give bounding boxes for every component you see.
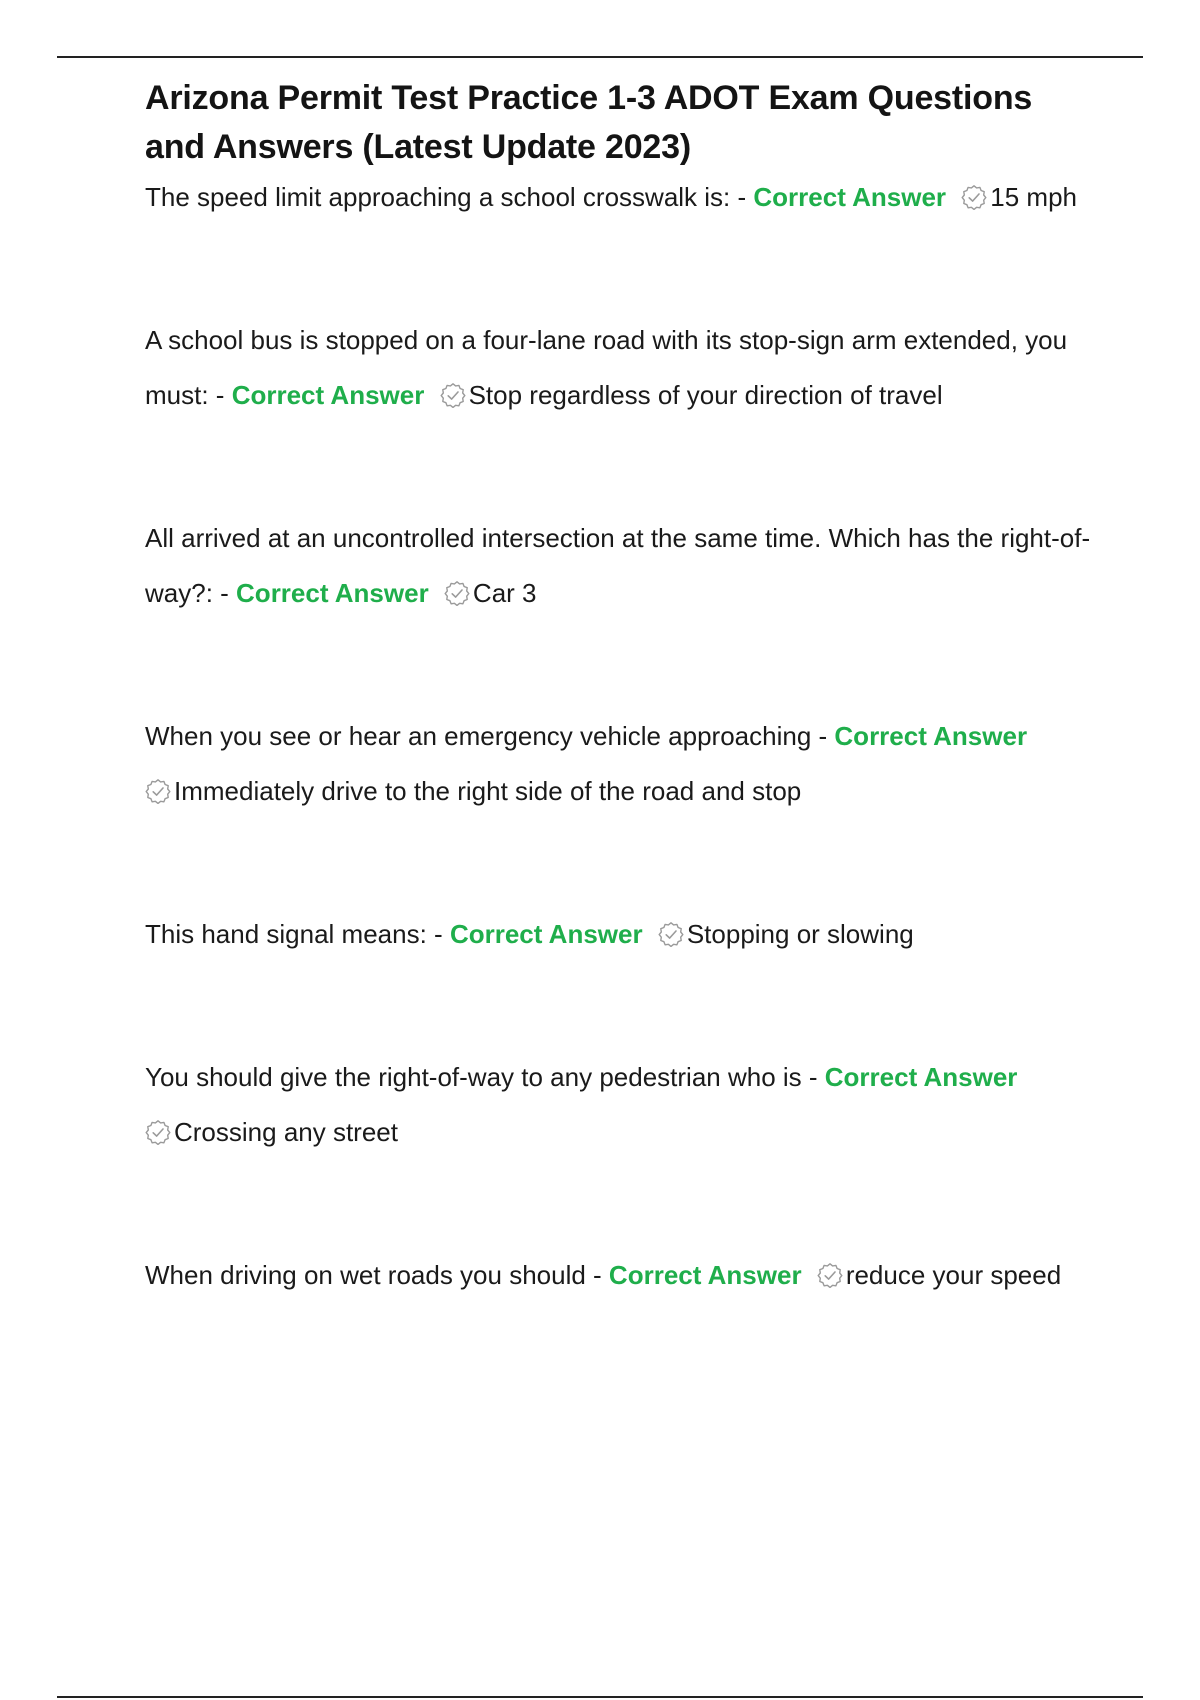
qa-item	[145, 511, 1095, 621]
correct-answer-label: Correct Answer	[236, 578, 429, 608]
qa-item	[145, 907, 1095, 962]
check-badge-icon	[658, 921, 684, 947]
check-badge-icon	[440, 382, 466, 408]
correct-answer-label: Correct Answer	[231, 380, 425, 410]
answer-text: 15 mph	[990, 182, 1078, 212]
answer-text: Stop regardless of your direction of travel	[468, 380, 943, 410]
question-text: When you see or hear an emergency vehicle approaching	[145, 721, 812, 751]
document-title: Arizona Permit Test Practice 1-3 ADOT Exam Questions and Answers (Latest Update 2023)	[145, 79, 1033, 166]
check-badge-icon	[444, 580, 470, 606]
question-text: You should give the right-of-way to any pedestrian who is	[145, 1062, 802, 1092]
separator: -	[208, 380, 232, 410]
answer-text: reduce your speed	[845, 1260, 1062, 1290]
qa-item	[145, 1050, 1095, 1160]
correct-answer-label: Correct Answer	[824, 1062, 1018, 1092]
check-badge-icon	[817, 1262, 843, 1288]
question-text: The speed limit approaching a school crosswalk is:	[145, 182, 731, 212]
check-badge-icon	[145, 778, 171, 804]
question-text: This hand signal means:	[145, 919, 427, 949]
bottom-rule	[57, 1696, 1143, 1698]
question-text: When driving on wet roads you should	[145, 1260, 586, 1290]
separator: -	[801, 1062, 825, 1092]
separator: -	[730, 182, 754, 212]
qa-item	[145, 709, 1095, 819]
document-body	[145, 74, 1095, 1303]
qa-item	[145, 170, 1095, 225]
separator: -	[426, 919, 450, 949]
check-badge-icon	[961, 184, 987, 210]
qa-item	[145, 313, 1095, 423]
correct-answer-label: Correct Answer	[449, 919, 643, 949]
correct-answer-label: Correct Answer	[834, 721, 1028, 751]
question-text: A school bus is stopped on a four-lane road with its stop-sign arm extended, you must:	[145, 325, 1068, 410]
answer-text: Immediately drive to the right side of the road and stop	[174, 776, 802, 806]
separator: -	[585, 1260, 609, 1290]
answer-text: Stopping or slowing	[686, 919, 914, 949]
answer-text: Crossing any street	[174, 1117, 398, 1147]
question-text: All arrived at an uncontrolled intersection at the same time. Which has the right-of-way?:	[145, 523, 1091, 608]
top-rule	[57, 56, 1143, 58]
answer-text: Car 3	[472, 578, 537, 608]
separator: -	[811, 721, 835, 751]
check-badge-icon	[145, 1119, 171, 1145]
correct-answer-label: Correct Answer	[608, 1260, 802, 1290]
separator: -	[212, 578, 237, 608]
qa-item	[145, 1248, 1095, 1303]
correct-answer-label: Correct Answer	[753, 182, 947, 212]
